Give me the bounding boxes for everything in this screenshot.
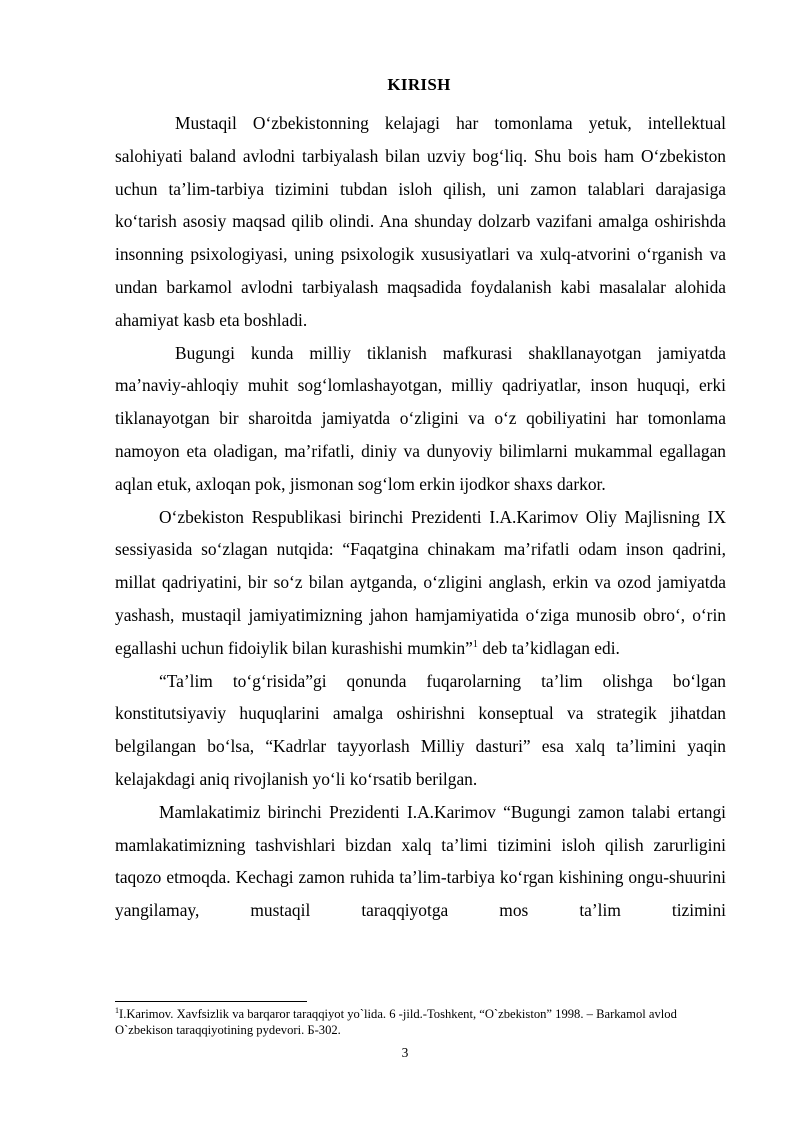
paragraph-3: [115, 501, 726, 665]
page-number: 3: [401, 1045, 409, 1060]
footnote-marker: 1: [115, 1005, 119, 1015]
paragraph-1: Mustaqil O‘zbekistonning kelajagi har tomonlama yetuk, intellektual salohiyati baland avlodni tarbiyalash bilan uzviy bog‘liq. Shu bois ham O‘zbekiston uchun ta’lim-tarbiya tizimini tubdan isloh qilish, uni zamon talablari darajasiga ko‘tarish asosiy maqsad qilib olindi. Ana shunday dolzarb vazifani amalga oshirishda insonning psixologiyasi, uning psixologik xususiyatlari va xulq-atvorini o‘rganish va undan barkamol avlodni tarbiyalash maqsadida foydalanish kabi masalalar alohida ahamiyat kasb eta boshladi.: [115, 113, 726, 330]
footnote-text: I.Karimov. Xavfsizlik va barqaror taraqqiyot yo`lida. 6 -jild.-Toshkent, “O`zbekiston” 1998. – Barkamol avlod O`zbekison taraqqiyotining pydevori. Б-302.: [115, 1007, 677, 1037]
paragraph-5: Mamlakatimiz birinchi Prezidenti I.A.Karimov “Bugungi zamon talabi ertangi mamlakatimizning tashvishlari bizdan xalq ta’limi tizimini isloh qilish zarurligini taqozo etmoqda. Kechagi zamon ruhida ta’lim-tarbiya ko‘rgan kishining ongu-shuurini yangilamay, mustaqil taraqqiyotga mos ta’lim tizimini: [115, 801, 726, 921]
paragraph-4: “Ta’lim to‘g‘risida”gi qonunda fuqarolarning ta’lim olishga bo‘lgan konstitutsiyaviy huquqlarini amalga oshirishni konseptual va strategik jihatdan belgilangan bo‘lsa, “Kadrlar tayyorlash Milliy dasturi” esa xalq ta’limini yaqin kelajakdagi aniq rivojlanish yo‘li ko‘rsatib berilgan.: [115, 670, 726, 789]
paragraph-2: Bugungi kunda milliy tiklanish mafkurasi shakllanayotgan jamiyatda ma’naviy-ahloqiy muhit sog‘lomlashayotgan, milliy qadriyatlar, inson huquqi, erki tiklanayotgan bir sharoitda jamiyatda o‘zligini va o‘z qobiliyatini har tomonlama namoyon eta oladigan, ma’rifatli, diniy va dunyoviy bilimlarni mukammal egallagan aqlan etuk, axloqan pok, jismonan sog‘lom erkin ijodkor shaxs darkor.: [115, 342, 726, 494]
section-title: KIRISH: [387, 75, 451, 94]
body-text: [115, 107, 726, 927]
footnote-separator: [115, 1001, 307, 1002]
footnote: [115, 1006, 726, 1038]
footnote-reference: 1: [472, 638, 478, 650]
paragraph-3-tail: deb ta’kidlagan edi.: [477, 637, 620, 658]
paragraph-3-text: O‘zbekiston Respublikasi birinchi Prezidenti I.A.Karimov Oliy Majlisning IX sessiyasida so‘zlagan nutqida: “Faqatgina chinakam ma’rifatli odam inson qadrini, millat qadriyatini, bir so‘z bilan aytganda, o‘zligini anglash, erkin va ozod jamiyatda yashash, mustaqil jamiyatimizning jahon hamjamiyatida o‘ziga munosib obro‘, o‘rin egallashi uchun fidoiylik bilan kurashishi mumkin”: [115, 506, 726, 658]
